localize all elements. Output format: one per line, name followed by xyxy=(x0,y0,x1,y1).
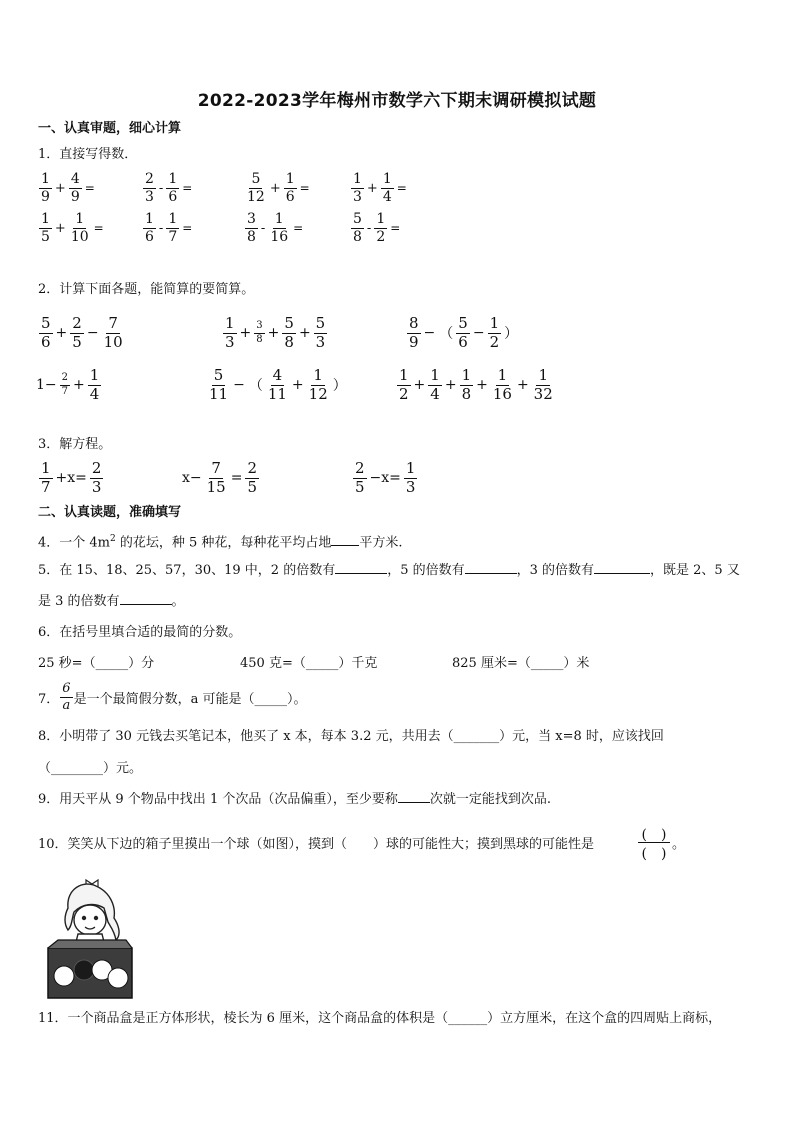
question-8-line-1: 8．小明带了 30 元钱去买笔记本，他买了 x 本，每本 3.2 元，共用去（_______）元，当 x=8 时，应该找回 xyxy=(38,729,664,744)
fraction: $\frac{1}{3}$ xyxy=(353,171,362,205)
question-5-line-2: 是 3 的倍数有 。 xyxy=(38,594,185,609)
answer-blank[interactable] xyxy=(398,802,430,803)
question-5-line-1: 5．在 15、18、25、57，30、19 中，2 的倍数有 ，5 的倍数有 ，3 的倍数有 ，既是 2、5 又 xyxy=(38,563,740,578)
fraction: $\frac{5}{12}$ xyxy=(247,171,265,205)
fraction: $\frac{3}{8}$ xyxy=(247,211,256,245)
fraction: $\frac{6}{a}$ xyxy=(62,681,71,713)
fraction: $\frac{1}{4}$ xyxy=(382,171,392,205)
q2-expression-1: $\frac{5}{6}$ + $\frac{2}{5}$ − $\frac{7}{10}$ xyxy=(41,314,123,351)
fraction: $\frac{1}{4}$ xyxy=(89,366,100,403)
fraction: $\frac{7}{15}$ xyxy=(206,459,226,496)
fraction: $\frac{5}{8}$ xyxy=(284,314,294,351)
fraction: $\frac{4}{9}$ xyxy=(70,171,80,205)
question-3-label: 3．解方程。 xyxy=(38,437,112,452)
question-8-line-2: （________）元。 xyxy=(38,761,143,776)
fraction: $\frac{1}{6}$ xyxy=(145,211,154,245)
q1-item-6: $\frac{1}{6}$ - $\frac{1}{7}$ = xyxy=(145,211,193,245)
fraction: $\frac{1}{7}$ xyxy=(168,211,178,245)
answer-blank[interactable] xyxy=(335,573,387,574)
question-7: 7． $\frac{6}{a}$ 是一个最简假分数，a 可能是（_____）。 xyxy=(38,681,307,713)
page-title: 2022-2023学年梅州市数学六下期末调研模拟试题 xyxy=(197,91,597,111)
white-ball xyxy=(54,966,74,986)
fraction: $\frac{1}{16}$ xyxy=(270,211,289,245)
question-1-label: 1．直接写得数． xyxy=(38,147,138,162)
fraction: $\frac{2}{3}$ xyxy=(145,171,154,205)
fraction: $\frac{5}{6}$ xyxy=(41,314,51,351)
q3-equation-2: x− $\frac{7}{15}$ = $\frac{2}{5}$ xyxy=(182,459,258,496)
section-heading-2: 二、认真读题，准确填写 xyxy=(38,505,182,520)
fraction: $\frac{1}{10}$ xyxy=(70,211,89,245)
fraction: $\frac{5}{6}$ xyxy=(458,314,468,351)
fraction: $\frac{1}{2}$ xyxy=(376,211,386,245)
white-ball xyxy=(108,968,128,988)
answer-blank[interactable] xyxy=(594,573,650,574)
q10-end-mark: 。 xyxy=(672,837,686,852)
q2-expression-3: $\frac{8}{9}$ − （ $\frac{5}{6}$ − $\frac{1}{2}$ ） xyxy=(409,314,519,351)
fraction: $\frac{1}{2}$ xyxy=(489,314,500,351)
q6-item-1: 25 秒=（_____）分 xyxy=(38,656,155,671)
q10-answer-fraction[interactable]: ( ) ( ) xyxy=(638,824,670,861)
q3-equation-1: $\frac{1}{7}$ +x= $\frac{2}{3}$ xyxy=(41,459,102,496)
fraction: $\frac{1}{6}$ xyxy=(168,171,178,205)
question-2-label: 2．计算下面各题，能简算的要简算。 xyxy=(38,282,255,297)
fraction: $\frac{1}{2}$ xyxy=(399,366,409,403)
q2-expression-2: $\frac{1}{3}$ + $\frac{3}{8}$ + $\frac{5}{8}$ + $\frac{5}{3}$ xyxy=(225,314,326,351)
q6-item-3: 825 厘米=（_____）米 xyxy=(452,656,590,671)
section-heading-1: 一、认真审题，细心计算 xyxy=(38,121,182,136)
question-11: 11．一个商品盒是正方体形状，棱长为 6 厘米，这个商品盒的体积是（______）立方厘米，在这个盒的四周贴上商标， xyxy=(38,1011,722,1026)
fraction: $\frac{2}{3}$ xyxy=(91,459,102,496)
fraction: $\frac{1}{32}$ xyxy=(533,366,553,403)
face xyxy=(74,905,106,935)
fraction: $\frac{2}{5}$ xyxy=(72,314,82,351)
q1-item-1: $\frac{1}{9}$ + $\frac{4}{9}$ = xyxy=(41,171,95,205)
q1-item-4: $\frac{1}{3}$ + $\frac{1}{4}$ = xyxy=(353,171,407,205)
fraction: $\frac{1}{12}$ xyxy=(308,366,328,403)
q6-item-2: 450 克=（_____）千克 xyxy=(240,656,378,671)
question-6-label: 6．在括号里填合适的最简的分数。 xyxy=(38,625,242,640)
question-9: 9．用天平从 9 个物品中找出 1 个次品（次品偏重），至少要称 次就一定能找到次品. xyxy=(38,792,551,807)
q1-item-3: $\frac{5}{12}$ + $\frac{1}{6}$ = xyxy=(247,171,310,205)
fraction: $\frac{1}{5}$ xyxy=(41,211,50,245)
fraction: $\frac{1}{7}$ xyxy=(41,459,51,496)
answer-blank[interactable] xyxy=(331,545,359,546)
q2-expression-6: $\frac{1}{2}$ + $\frac{1}{4}$ + $\frac{1}{8}$ + $\frac{1}{16}$ + $\frac{1}{32}$ xyxy=(399,366,553,403)
q1-item-2: $\frac{2}{3}$ - $\frac{1}{6}$ = xyxy=(145,171,193,205)
fraction: $\frac{1}{9}$ xyxy=(41,171,50,205)
fraction: $\frac{5}{11}$ xyxy=(209,366,229,403)
answer-blank[interactable] xyxy=(120,604,172,605)
fraction: $\frac{1}{6}$ xyxy=(285,171,295,205)
fraction: $\frac{4}{11}$ xyxy=(267,366,287,403)
q1-item-7: $\frac{3}{8}$ - $\frac{1}{16}$ = xyxy=(247,211,304,245)
fraction: $\frac{8}{9}$ xyxy=(409,314,419,351)
girl-with-ball-box-illustration xyxy=(44,878,136,1000)
fraction: $\frac{1}{3}$ xyxy=(405,459,416,496)
q2-expression-5: $\frac{5}{11}$ − （ $\frac{4}{11}$ + $\frac{1}{12}$ ） xyxy=(209,366,347,403)
fraction: $\frac{1}{8}$ xyxy=(461,366,472,403)
q1-item-8: $\frac{5}{8}$ - $\frac{1}{2}$ = xyxy=(353,211,401,245)
fraction: $\frac{3}{8}$ xyxy=(256,320,263,345)
fraction: $\frac{1}{3}$ xyxy=(225,314,235,351)
q3-equation-3: $\frac{2}{5}$ −x= $\frac{1}{3}$ xyxy=(355,459,416,496)
answer-blank[interactable] xyxy=(465,573,517,574)
fraction: $\frac{2}{7}$ xyxy=(61,372,69,397)
question-10: 10．笑笑从下边的箱子里摸出一个球（如图），摸到（ ）球的可能性大；摸到黑球的可能性是 xyxy=(38,837,595,852)
fraction: $\frac{7}{10}$ xyxy=(103,314,123,351)
black-ball xyxy=(74,960,94,980)
fraction: $\frac{1}{4}$ xyxy=(430,366,440,403)
fraction: $\frac{5}{8}$ xyxy=(353,211,362,245)
fraction: $\frac{5}{3}$ xyxy=(315,314,326,351)
fraction: $\frac{2}{5}$ xyxy=(355,459,365,496)
fraction: $\frac{1}{16}$ xyxy=(492,366,512,403)
question-4: 4．一个 $4m^2$ 的花坛，种 5 种花，每种花平均占地 平方米. xyxy=(38,534,403,551)
fraction: $\frac{2}{5}$ xyxy=(247,459,258,496)
q1-item-5: $\frac{1}{5}$ + $\frac{1}{10}$ = xyxy=(41,211,104,245)
q2-expression-4: 1− $\frac{2}{7}$ + $\frac{1}{4}$ xyxy=(36,366,100,403)
